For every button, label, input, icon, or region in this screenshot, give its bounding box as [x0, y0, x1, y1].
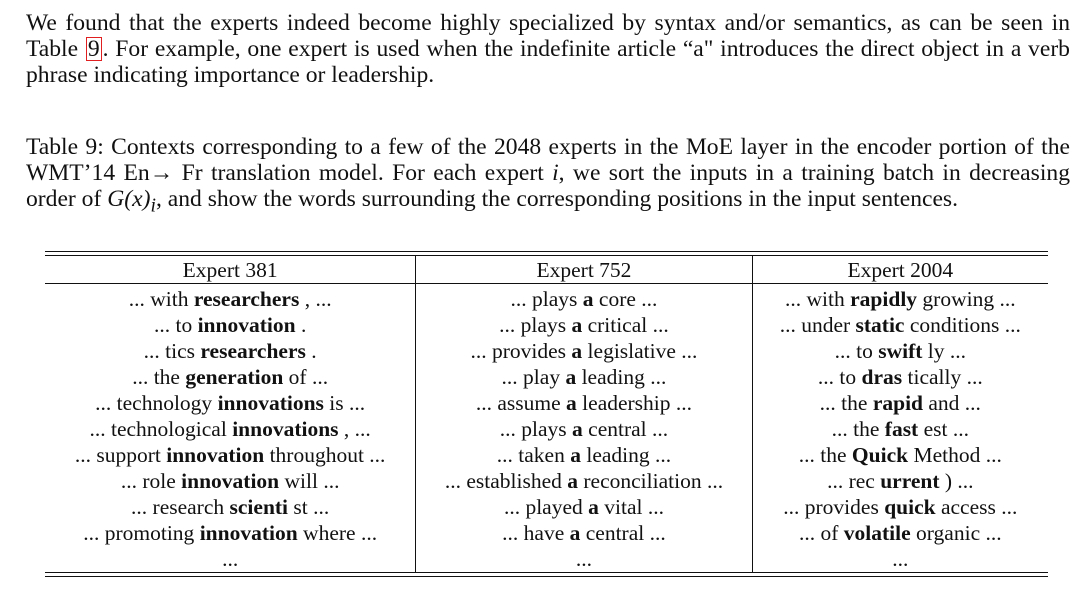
context-after: core ... — [593, 287, 658, 311]
table-row — [45, 284, 1048, 313]
table-cell — [416, 442, 752, 468]
context-before: ... assume — [475, 391, 567, 415]
highlighted-token: innovation — [181, 469, 280, 493]
caption-math-g: G(x) — [107, 186, 151, 212]
context-after: critical ... — [582, 313, 669, 337]
caption-text-3: , and show the words surrounding the corresponding positions in the input sentences. — [155, 186, 959, 212]
context-before: ... provides — [783, 495, 885, 519]
highlighted-token: a — [588, 495, 599, 519]
context-after: st ... — [288, 495, 330, 519]
table-caption — [26, 134, 1070, 219]
context-after: tically ... — [902, 365, 983, 389]
header-expert-2004: Expert 2004 — [752, 256, 1048, 284]
context-after: and ... — [923, 391, 981, 415]
header-expert-752: Expert 752 — [416, 256, 752, 284]
context-before: ... to — [834, 339, 879, 363]
table-cell — [45, 312, 416, 338]
context-before: ... tics — [143, 339, 201, 363]
table-cell — [45, 284, 416, 313]
highlighted-token: a — [571, 339, 583, 363]
highlighted-token: dras — [861, 365, 903, 389]
context-before: ... with — [128, 287, 194, 311]
table-cell — [416, 312, 752, 338]
context-before: ... to — [153, 313, 198, 337]
table-row — [45, 390, 1048, 416]
context-after: , ... — [338, 417, 371, 441]
context-before: ... technology — [95, 391, 218, 415]
highlighted-token: innovation — [199, 521, 298, 545]
table-cell — [45, 520, 416, 546]
table-cell — [45, 390, 416, 416]
context-before: ... the — [819, 391, 873, 415]
body-paragraph — [26, 10, 1070, 88]
context-after: legislative ... — [582, 339, 698, 363]
table-row — [45, 312, 1048, 338]
context-after: leadership ... — [576, 391, 693, 415]
context-after: of ... — [283, 365, 329, 389]
table-cell — [416, 468, 752, 494]
table-row — [45, 520, 1048, 546]
context-before: ... — [575, 547, 593, 571]
table-cell — [752, 494, 1048, 520]
context-after: where ... — [297, 521, 378, 545]
experts-table-grid — [45, 256, 1048, 572]
highlighted-token: innovations — [232, 417, 339, 441]
context-before: ... technological — [89, 417, 233, 441]
context-after: . — [305, 339, 317, 363]
context-after: leading ... — [576, 365, 667, 389]
context-before: ... plays — [499, 313, 572, 337]
table-cell — [752, 338, 1048, 364]
context-before: ... to — [817, 365, 862, 389]
highlighted-token: a — [582, 287, 594, 311]
context-before: ... taken — [496, 443, 571, 467]
highlighted-token: quick — [884, 495, 936, 519]
highlighted-token: a — [565, 365, 577, 389]
table-cell — [416, 338, 752, 364]
caption-text-2: , we sort the inputs in a training batch in decreasing order of — [26, 160, 1070, 212]
context-after: growing ... — [917, 287, 1016, 311]
table-cell — [45, 546, 416, 572]
context-after: , ... — [299, 287, 332, 311]
table-cell — [416, 546, 752, 572]
context-before: ... rec — [827, 469, 881, 493]
context-before: ... of — [798, 521, 844, 545]
table-cell — [752, 364, 1048, 390]
context-after: conditions ... — [904, 313, 1021, 337]
context-before: ... the — [132, 365, 186, 389]
context-before: ... under — [779, 313, 856, 337]
table-row — [45, 468, 1048, 494]
table-row — [45, 416, 1048, 442]
context-after: reconciliation ... — [578, 469, 724, 493]
table-body — [45, 284, 1048, 573]
highlighted-token: a — [570, 443, 581, 467]
context-after: leading ... — [580, 443, 672, 467]
context-before: ... — [892, 547, 909, 571]
context-before: ... — [222, 547, 239, 571]
caption-text-1: Table 9: Contexts corresponding to a few of the 2048 experts in the MoE layer in the encoder portion of the WMT’14 En→ Fr translation model. For each expert — [26, 134, 1070, 186]
caption-var-i: i — [552, 160, 559, 186]
table-cell — [752, 416, 1048, 442]
highlighted-token: a — [571, 313, 583, 337]
highlighted-token: a — [567, 469, 578, 493]
highlighted-token: fast — [884, 417, 919, 441]
context-after: est ... — [918, 417, 969, 441]
context-before: ... established — [444, 469, 568, 493]
table-row — [45, 338, 1048, 364]
table-cell — [416, 494, 752, 520]
table-row — [45, 494, 1048, 520]
context-after: is ... — [323, 391, 366, 415]
context-before: ... have — [502, 521, 570, 545]
highlighted-token: a — [572, 417, 583, 441]
highlighted-token: Quick — [851, 443, 909, 467]
context-after: organic ... — [910, 521, 1002, 545]
table-cell — [752, 284, 1048, 313]
table-cell — [416, 520, 752, 546]
caption-math-sub: i — [150, 194, 156, 217]
context-after: throughout ... — [264, 443, 386, 467]
table-row — [45, 442, 1048, 468]
highlighted-token: rapid — [872, 391, 924, 415]
highlighted-token: rapidly — [850, 287, 918, 311]
table-header-row — [45, 256, 1048, 284]
context-after: ) ... — [939, 469, 974, 493]
header-expert-381: Expert 381 — [45, 256, 416, 284]
highlighted-token: urrent — [880, 469, 940, 493]
context-after: . — [295, 313, 307, 337]
table-cell — [45, 442, 416, 468]
highlighted-token: static — [855, 313, 905, 337]
context-after: will ... — [279, 469, 340, 493]
table-cell — [752, 468, 1048, 494]
highlighted-token: volatile — [843, 521, 911, 545]
table-row — [45, 364, 1048, 390]
context-before: ... with — [785, 287, 851, 311]
context-before: ... the — [831, 417, 885, 441]
context-before: ... play — [501, 365, 566, 389]
context-before: ... promoting — [83, 521, 200, 545]
table-reference-link[interactable]: 9 — [87, 36, 100, 62]
table-cell — [416, 416, 752, 442]
experts-table — [45, 251, 1048, 577]
table-cell — [45, 468, 416, 494]
highlighted-token: innovation — [166, 443, 265, 467]
table-cell — [45, 416, 416, 442]
table-bottom-rule — [45, 572, 1048, 577]
context-after: Method ... — [908, 443, 1002, 467]
highlighted-token: a — [569, 521, 581, 545]
context-before: ... the — [798, 443, 852, 467]
context-before: ... role — [120, 469, 182, 493]
table-cell — [45, 338, 416, 364]
table-cell — [416, 284, 752, 313]
context-after: central ... — [582, 417, 669, 441]
table-row — [45, 546, 1048, 572]
context-before: ... plays — [499, 417, 573, 441]
paragraph-text-start: We found that the experts indeed become highly specialized by syntax and/or semantics, as can be seen in Table — [26, 10, 1070, 62]
highlighted-token: a — [566, 391, 577, 415]
table-cell — [752, 520, 1048, 546]
highlighted-token: scienti — [229, 495, 289, 519]
context-after: vital ... — [598, 495, 664, 519]
highlighted-token: innovations — [217, 391, 324, 415]
table-cell — [45, 364, 416, 390]
context-before: ... plays — [510, 287, 583, 311]
highlighted-token: researchers — [193, 287, 300, 311]
table-cell — [752, 442, 1048, 468]
context-before: ... support — [74, 443, 167, 467]
paragraph-text-end: . For example, one expert is used when the indefinite article “a" introduces the direct object in a verb phrase indicating importance or leadership. — [26, 36, 1070, 88]
table-cell — [752, 312, 1048, 338]
highlighted-token: innovation — [197, 313, 296, 337]
table-cell — [45, 494, 416, 520]
context-before: ... played — [503, 495, 589, 519]
context-before: ... research — [131, 495, 230, 519]
table-cell — [752, 546, 1048, 572]
context-after: central ... — [580, 521, 666, 545]
table-cell — [752, 390, 1048, 416]
context-before: ... provides — [470, 339, 572, 363]
table-cell — [416, 364, 752, 390]
table-cell — [416, 390, 752, 416]
highlighted-token: generation — [185, 365, 284, 389]
context-after: ly ... — [922, 339, 967, 363]
highlighted-token: researchers — [200, 339, 306, 363]
context-after: access ... — [935, 495, 1018, 519]
highlighted-token: swift — [878, 339, 923, 363]
